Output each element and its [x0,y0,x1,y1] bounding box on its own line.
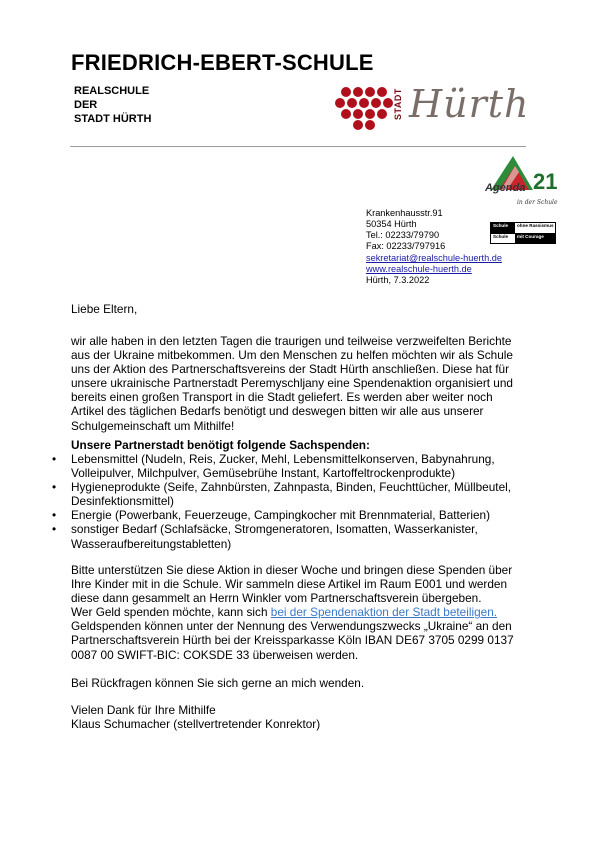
support-line: Bitte unterstützen Sie diese Aktion in dieser Woche und bringen diese Spenden über [71,563,513,577]
address-city: 50354 Hürth [366,219,417,229]
list-item-line: • Hygieneprodukte (Seife, Zahnbürsten, Zahnpasta, Binden, Feuchttücher, Müllbeutel, [71,480,512,495]
agenda-number: 21 [533,169,558,194]
list-item [71,480,531,508]
bank-line: 0087 00 SWIFT-BIC: COKSDE 33 überweisen werden. [71,647,359,662]
intro-line: Artikel des täglichen Bedarfs benötigt und deswegen bitten wir alle aus unserer [71,404,484,419]
support-line: Ihre Kinder mit in die Schule. Wir sammeln diese Artikel im Raum E001 und werden [71,577,508,592]
donation-list [71,452,531,551]
subtitle-line-3: STADT HÜRTH [74,113,152,125]
closing-line: Vielen Dank für Ihre Mithilfe [71,703,216,717]
badge-row2-left: Schule [493,234,509,239]
list-item-line: Volleipulver, Milchpulver, Gemüsebrühe Instant, Kartoffeltrockenprodukte) [71,466,456,481]
badge-row1-right: ohne Rassismus [517,223,554,228]
support-paragraph [71,563,531,662]
donation-campaign-link[interactable]: bei der Spendenaktion der Stadt beteiligen. [270,605,498,620]
salutation: Liebe Eltern, [71,302,138,316]
signature-line: Klaus Schumacher (stellvertretender Konrektor) [71,717,321,731]
list-item [71,452,531,480]
questions-line: Bei Rückfragen können Sie sich gerne an mich wenden. [71,676,365,690]
intro-line: Schulgemeinschaft um Mithilfe! [71,418,235,433]
intro-line: uns der Aktion des Partnerschaftsvereins der Stadt Hürth anschließen. Diese hat für [71,362,510,377]
agenda-tagline: in der Schule [517,199,558,206]
website-link[interactable]: www.realschule-huerth.de [366,264,472,274]
money-line-text: Wer Geld spenden möchte, kann sich [71,605,271,620]
list-item-line: • Energie (Powerbank, Feuerzeuge, Campingkocher mit Brennmaterial, Batterien) [71,508,490,523]
intro-line: aus der Ukraine mitbekommen. Um den Menschen zu helfen möchten wir als Schule [71,348,513,363]
address-phone: Tel.: 02233/79790 [366,230,440,240]
list-item [71,522,531,550]
list-item-line: Desinfektionsmittel) [71,494,174,509]
city-logo-prefix: STADT [393,88,403,120]
agenda-word: Agenda [485,182,526,194]
city-logo-wordmark: Hürth [409,82,530,126]
list-item-line: • sonstiger Bedarf (Schlafsäcke, Stromgeneratoren, Isomatten, Wasserkanister, [71,522,478,537]
address-fax: Fax: 02233/797916 [366,241,446,251]
badge-row1-left: Schule [491,223,515,233]
email-link[interactable]: sekretariat@realschule-huerth.de [366,253,502,263]
money-line [71,605,531,619]
bank-line: Partnerschaftsverein Hürth bei der Kreissparkasse Köln IBAN DE67 3705 0299 0137 [71,633,514,648]
list-item-line: Wasseraufbereitungstabletten) [71,536,232,551]
subtitle-line-2: DER [74,99,98,111]
intro-line: wir alle haben in den letzten Tagen die traurigen und teilweise verzweifelten Berichte [71,334,512,348]
letter-date: Hürth, 7.3.2022 [366,275,430,285]
agenda21-logo [485,152,560,210]
address-street: Krankenhausstr.91 [366,208,443,218]
intro-line: bereits einen großen Transport in die Stadt geliefert. Es werden aber weiter noch [71,390,493,405]
intro-paragraph [71,334,531,433]
intro-line: unsere ukrainische Partnerstadt Peremyschljany eine Spendenaktion organisiert und [71,376,513,391]
list-heading: Unsere Partnerstadt benötigt folgende Sachspenden: [71,438,370,452]
bank-line: Geldspenden können unter der Nennung des Verwendungszwecks „Ukraine“ an den [71,619,512,634]
list-item-line: • Lebensmittel (Nudeln, Reis, Zucker, Mehl, Lebensmittelkonserven, Babynahrung, [71,452,495,466]
list-item [71,508,531,522]
city-logo [333,80,558,132]
badge-row2-right: mit Courage [515,234,555,243]
support-line: diese dann gesammelt an Herrn Winkler vom Partnerschaftsverein übergeben. [71,591,482,606]
school-badge [490,222,556,244]
school-name: FRIEDRICH-EBERT-SCHULE [71,50,374,75]
subtitle-line-1: REALSCHULE [74,85,150,97]
header-divider [70,146,526,147]
